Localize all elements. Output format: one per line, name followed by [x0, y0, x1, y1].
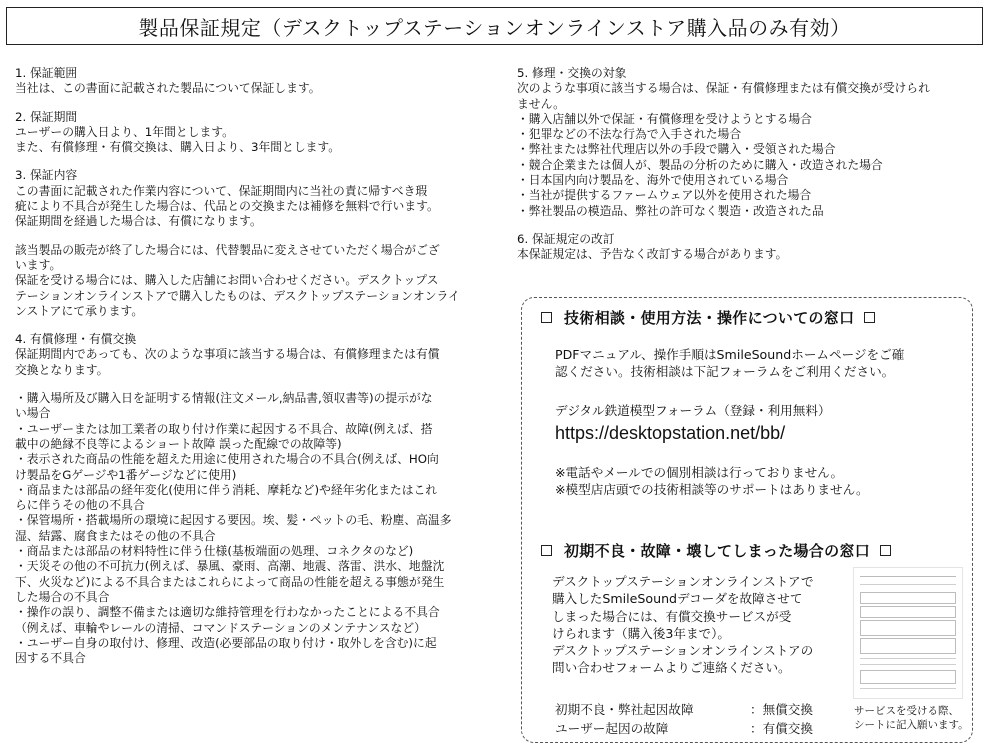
- list-item: ・競合企業または個人が、製品の分析のために購入・改造された場合: [517, 157, 883, 172]
- defect-line: 問い合わせフォームよりご連絡ください。: [552, 660, 791, 676]
- exchange-value: ：無償交換: [750, 702, 813, 717]
- support-note: ※模型店店頭での技術相談等のサポートはありません。: [555, 482, 869, 497]
- list-item: ・ユーザー自身の取付け、修理、改造(必要部品の取り付け・取外しを含む)に起: [15, 635, 437, 650]
- list-item: 因する不具合: [15, 651, 86, 666]
- support-notes: [555, 464, 869, 498]
- section-heading: 6. 保証規定の改訂: [517, 231, 615, 246]
- caption-line: シートに記入願います。: [854, 718, 969, 731]
- section-text: 疵により不具合が発生した場合は、代品との交換または補修を無料で行います。: [15, 199, 439, 214]
- section-text: ユーザーの購入日より、1年間とします。: [15, 124, 234, 139]
- request-form-thumbnail: [853, 567, 963, 699]
- exchange-label: 初期不良・弊社起因故障: [555, 702, 694, 717]
- section-heading: 4. 有償修理・有償交換: [15, 332, 137, 347]
- section-warranty-scope: [15, 66, 493, 97]
- heading-text: 技術相談・使用方法・操作についての窓口: [564, 309, 855, 327]
- form-caption: [854, 705, 969, 732]
- defect-line: デスクトップステーションオンラインストアで: [552, 574, 814, 589]
- list-item: ・表示された商品の性能を超えた用途に使用された場合の不具合(例えば、HO向: [15, 452, 439, 467]
- checkbox-square-icon: [541, 545, 552, 556]
- section-text: 保証期間内であっても、次のような事項に該当する場合は、有償修理または有償: [15, 347, 440, 362]
- section-heading: 3. 保証内容: [15, 168, 78, 183]
- section-text: 保証期間を経過した場合は、有償になります。: [15, 214, 262, 229]
- defect-line: しまった場合には、有償交換サービスが受: [552, 608, 792, 624]
- list-item: （例えば、車輪やレールの清掃、コマンドステーションのメンテナンスなど）: [15, 620, 426, 635]
- section-heading: 2. 保証期間: [15, 109, 78, 124]
- section-text: この書面に記載された作業内容について、保証期間内に当社の責に帰すべき瑕: [15, 183, 428, 198]
- list-item: け製品をGゲージや1番ゲージなどに使用): [15, 467, 237, 482]
- forum-label: デジタル鉄道模型フォーラム（登録・利用無料）: [555, 403, 831, 418]
- exchange-value: ：有償交換: [750, 721, 813, 736]
- section-text: 次のような事項に該当する場合は、保証・有償修理または有償交換が受けられ: [517, 81, 930, 96]
- defect-line: デスクトップステーションオンラインストアの: [552, 643, 814, 659]
- list-item: 湿、結露、腐食またはその他の不具合: [15, 528, 216, 543]
- list-item: ・購入場所及び購入日を証明する情報(注文メール,納品書,領収書等)の提示がな: [15, 391, 433, 406]
- section-text: 本保証規定は、予告なく改訂する場合があります。: [517, 247, 788, 262]
- section-text: います。: [15, 257, 62, 272]
- tech-support-heading: [541, 307, 875, 328]
- list-item: ・商品または部品の経年変化(使用に伴う消耗、摩耗など)や経年劣化またはこれ: [15, 482, 438, 497]
- exchange-table: [555, 700, 813, 738]
- right-column: [517, 66, 979, 276]
- list-item: ・保管場所・搭載場所の環境に起因する要因。埃、髪・ペットの毛、粉塵、高温多: [15, 513, 452, 528]
- list-item: ・操作の誤り、調整不備または適切な維持管理を行わなかったことによる不具合: [15, 605, 440, 620]
- section-warranty-content: [15, 168, 493, 319]
- section-repair-target: [517, 66, 979, 219]
- page-title-box: [6, 7, 983, 45]
- list-item: ・商品または部品の材料特性に伴う仕様(基板端面の処理、コネクタのなど): [15, 544, 414, 559]
- manual-note-line: PDFマニュアル、操作手順はSmileSoundホームページをご確: [555, 347, 905, 362]
- exchange-row: [555, 719, 813, 738]
- exchange-label: ユーザー起因の故障: [555, 721, 669, 736]
- section-text: また、有償修理・有償交換は、購入日より、3年間とします。: [15, 140, 341, 155]
- repair-target-list: [517, 112, 979, 219]
- defect-line: 購入したSmileSoundデコーダを故障させて: [552, 591, 803, 607]
- list-item: ・ユーザーまたは加工業者の取り付け作業に起因する不具合、故障(例えば、搭: [15, 421, 433, 436]
- exchange-row: [555, 700, 813, 719]
- list-item: ・犯罪などの不法な行為で入手された場合: [517, 127, 742, 142]
- defect-line: けられます（購入後3年まで）。: [552, 625, 731, 641]
- checkbox-square-icon: [880, 545, 891, 556]
- manual-note-line: 認ください。技術相談は下記フォーラムをご利用ください。: [555, 364, 895, 379]
- page-title: 製品保証規定（デスクトップステーションオンラインストア購入品のみ有効）: [138, 15, 851, 40]
- left-column: [15, 66, 493, 679]
- list-item: ・天災その他の不可抗力(例えば、暴風、豪雨、高潮、地震、落雷、洪水、地盤沈: [15, 559, 445, 574]
- section-text: テーションオンラインストアで購入したものは、デスクトップステーションオンライ: [15, 288, 460, 303]
- section-paid-repair: [15, 332, 493, 666]
- list-item: ・購入店舗以外で保証・有償修理を受けようとする場合: [517, 111, 812, 126]
- forum-link[interactable]: https://desktopstation.net/bb/: [555, 423, 786, 443]
- list-item: した場合の不具合: [15, 589, 110, 604]
- section-text: ません。: [517, 96, 565, 111]
- list-item: ・当社が提供するファームウェア以外を使用された場合: [517, 188, 812, 203]
- section-text: 該当製品の販売が終了した場合には、代替製品に変えさせていただく場合がござ: [15, 242, 440, 257]
- list-item: 下、火災など)による不具合またはこれらによって商品の性能を超える事態が発生: [15, 574, 445, 589]
- paid-repair-list: [15, 391, 493, 666]
- section-text: 交換となります。: [15, 362, 109, 377]
- list-item: らに伴うその他の不具合: [15, 498, 145, 513]
- manual-note: [555, 346, 904, 380]
- section-text: 当社は、この書面に記載された製品について保証します。: [15, 81, 321, 96]
- section-warranty-period: [15, 110, 493, 156]
- list-item: ・弊社または弊社代理店以外の手段で購入・受領された場合: [517, 142, 836, 157]
- defect-description: [552, 573, 814, 677]
- section-text: ンストアにて承ります。: [15, 303, 144, 318]
- section-revision: [517, 232, 979, 263]
- section-heading: 5. 修理・交換の対象: [517, 66, 627, 80]
- caption-line: サービスを受ける際、: [854, 705, 959, 717]
- list-item: ・弊社製品の模造品、弊社の許可なく製造・改造された品: [517, 203, 824, 218]
- list-item: 載中の絶縁不良等によるショート故障 誤った配線での故障等): [15, 436, 342, 451]
- heading-text: 初期不良・故障・壊してしまった場合の窓口: [564, 542, 871, 560]
- section-text: 保証を受ける場合には、購入した店舗にお問い合わせください。デスクトップス: [15, 273, 439, 288]
- list-item: い場合: [15, 406, 51, 421]
- defect-heading: [541, 540, 891, 561]
- support-note: ※電話やメールでの個別相談は行っておりません。: [555, 465, 844, 480]
- section-heading: 1. 保証範囲: [15, 66, 78, 80]
- checkbox-square-icon: [864, 312, 875, 323]
- checkbox-square-icon: [541, 312, 552, 323]
- list-item: ・日本国内向け製品を、海外で使用されている場合: [517, 173, 789, 188]
